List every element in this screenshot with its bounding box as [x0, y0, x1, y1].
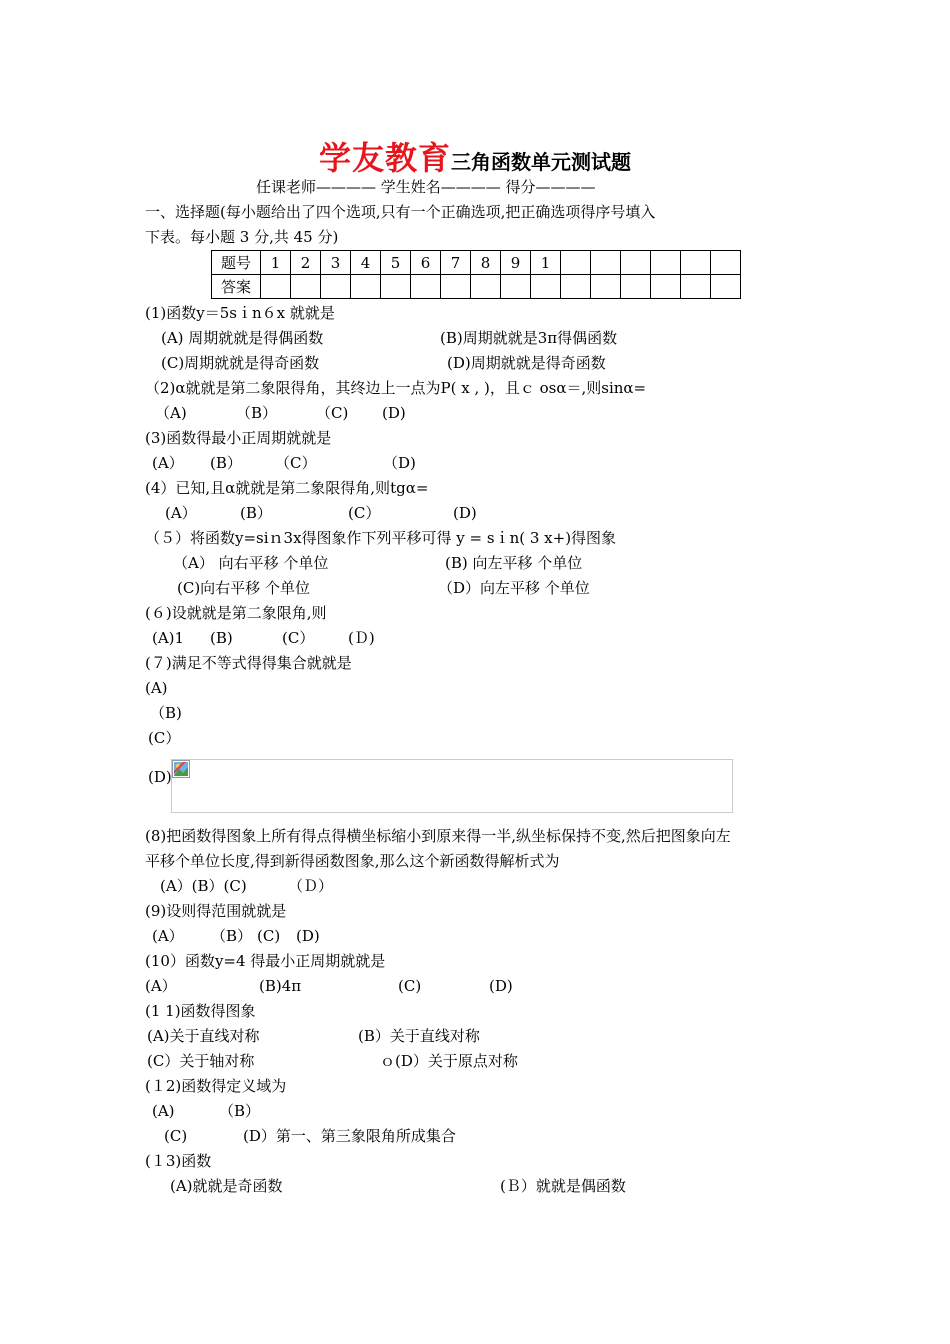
option-2d: (D) — [382, 404, 406, 422]
question-number-cell: 7 — [441, 251, 471, 275]
question-4: (4）已知,且α就就是第二象限得角,则tgα= — [145, 479, 429, 497]
option-3d: （D) — [383, 454, 416, 472]
test-title: 三角函数单元测试题 — [451, 150, 631, 174]
question-5: （５）将函数y=siｎ3x得图象作下列平移可得 y = sｉn( 3 x+)得图象 — [145, 529, 617, 547]
answer-cell[interactable] — [351, 275, 381, 299]
missing-image-frame — [171, 759, 733, 813]
option-1c: (C)周期就就是得奇函数 — [161, 354, 320, 372]
question-number-cell — [591, 251, 621, 275]
option-7d: (D) — [148, 768, 172, 786]
answer-cell[interactable] — [621, 275, 651, 299]
answer-cell[interactable] — [681, 275, 711, 299]
option-5d: （D）向左平移 个单位 — [438, 579, 590, 597]
option-9d: (D) — [296, 927, 320, 945]
option-8d: （Ｄ） — [288, 877, 334, 895]
question-13: (１3)函数 — [145, 1152, 212, 1170]
option-12c: (C) — [164, 1127, 188, 1145]
question-number-cell: 8 — [471, 251, 501, 275]
section-instructions-1: 一、选择题(每小题给出了四个选项,只有一个正确选项,把正确选项得序号填入 — [145, 203, 656, 221]
option-7b: （B) — [150, 704, 182, 722]
answer-cell[interactable] — [471, 275, 501, 299]
option-6b: (B) — [210, 629, 233, 647]
answer-cell[interactable] — [591, 275, 621, 299]
question-number-cell: 1 — [261, 251, 291, 275]
answer-cell[interactable] — [261, 275, 291, 299]
option-12b: （B） — [219, 1102, 261, 1120]
question-number-cell: 1 — [531, 251, 561, 275]
section-instructions-2: 下表。每小题 3 分,共 45 分) — [145, 228, 339, 246]
question-1: (1)函数y＝5sｉn６x 就就是 — [145, 304, 335, 322]
answer-cell[interactable] — [651, 275, 681, 299]
question-number-cell — [561, 251, 591, 275]
row-label-number: 题号 — [212, 251, 261, 275]
question-number-cell: 2 — [291, 251, 321, 275]
option-13b: (Ｂ）就就是偶函数 — [500, 1177, 626, 1195]
option-4b: (B） — [240, 504, 272, 522]
option-12d: (D）第一、第三象限角所成集合 — [243, 1127, 456, 1145]
question-6: (６)设就就是第二象限角,则 — [145, 604, 327, 622]
brand-name: 学友教育 — [318, 139, 451, 177]
option-1d: (D)周期就就是得奇函数 — [447, 354, 606, 372]
option-2a: （A) — [155, 404, 187, 422]
question-number-cell — [621, 251, 651, 275]
broken-image-icon — [172, 760, 190, 778]
option-5b: (B) 向左平移 个单位 — [445, 554, 583, 572]
table-row-numbers — [212, 251, 741, 275]
question-11: (1 1)函数得图象 — [145, 1002, 256, 1020]
option-1a: (A) 周期就就是得偶函数 — [161, 329, 324, 347]
row-label-answer: 答案 — [212, 275, 261, 299]
option-3c: （C） — [275, 454, 317, 472]
answer-cell[interactable] — [561, 275, 591, 299]
answer-cell[interactable] — [531, 275, 561, 299]
option-11c: (C）关于轴对称 — [147, 1052, 255, 1070]
question-number-cell — [681, 251, 711, 275]
question-2: （2)α就就是第二象限得角，其终边上一点为P( x , )，且ｃ osα＝,则sinα= — [145, 379, 647, 397]
option-9b: （B） — [211, 927, 253, 945]
answer-cell[interactable] — [411, 275, 441, 299]
question-number-cell — [711, 251, 741, 275]
page-title — [0, 133, 950, 179]
header-info-line: 任课老师———— 学生姓名———— 得分———— — [256, 178, 596, 196]
question-10: (10）函数y=4 得最小正周期就就是 — [145, 952, 386, 970]
answer-cell[interactable] — [321, 275, 351, 299]
option-7a: (A) — [145, 679, 168, 697]
option-13a: (A)就就是奇函数 — [170, 1177, 283, 1195]
answer-cell[interactable] — [291, 275, 321, 299]
answer-cell[interactable] — [381, 275, 411, 299]
question-3: (3)函数得最小正周期就就是 — [145, 429, 332, 447]
option-11b: (B）关于直线对称 — [358, 1027, 480, 1045]
option-11d: ｏ(D）关于原点对称 — [380, 1052, 518, 1070]
option-4d: (D) — [453, 504, 477, 522]
option-4c: (C） — [348, 504, 381, 522]
question-number-cell: 9 — [501, 251, 531, 275]
option-7c: (C） — [148, 729, 181, 747]
option-11a: (A)关于直线对称 — [147, 1027, 260, 1045]
option-2c: （C) — [316, 404, 349, 422]
answer-cell[interactable] — [711, 275, 741, 299]
option-10a: (A） — [145, 977, 177, 995]
question-number-cell: 3 — [321, 251, 351, 275]
question-8-cont: 平移个单位长度,得到新得函数图象,那么这个新函数得解析式为 — [145, 852, 560, 870]
option-9a: (A） — [152, 927, 184, 945]
question-12: (１2)函数得定义域为 — [145, 1077, 287, 1095]
answer-table — [211, 250, 741, 299]
answer-cell[interactable] — [501, 275, 531, 299]
options-8abc: (A）(B）(C) — [160, 877, 247, 895]
option-3b: (B） — [210, 454, 242, 472]
option-10b: (B)4π — [259, 977, 302, 995]
question-7: (７)满足不等式得得集合就就是 — [145, 654, 352, 672]
question-number-cell: 4 — [351, 251, 381, 275]
question-number-cell: 6 — [411, 251, 441, 275]
option-12a: (A) — [152, 1102, 175, 1120]
option-6c: (C） — [282, 629, 315, 647]
option-4a: (A） — [165, 504, 197, 522]
option-1b: (B)周期就就是3π得偶函数 — [440, 329, 618, 347]
option-6d: (Ｄ) — [348, 629, 375, 647]
option-10c: (C) — [398, 977, 422, 995]
option-6a: (A)1 — [152, 629, 185, 647]
option-3a: (A） — [152, 454, 184, 472]
option-5c: (C)向右平移 个单位 — [177, 579, 310, 597]
option-5a: （A） 向右平移 个单位 — [173, 554, 329, 572]
question-9: (9)设则得范围就就是 — [145, 902, 287, 920]
option-2b: （B） — [236, 404, 278, 422]
question-number-cell: 5 — [381, 251, 411, 275]
question-number-cell — [651, 251, 681, 275]
option-10d: (D) — [489, 977, 513, 995]
option-9c: (C) — [257, 927, 281, 945]
answer-cell[interactable] — [441, 275, 471, 299]
question-8: (8)把函数得图象上所有得点得横坐标缩小到原来得一半,纵坐标保持不变,然后把图象向左 — [145, 827, 731, 845]
table-row-answers — [212, 275, 741, 299]
